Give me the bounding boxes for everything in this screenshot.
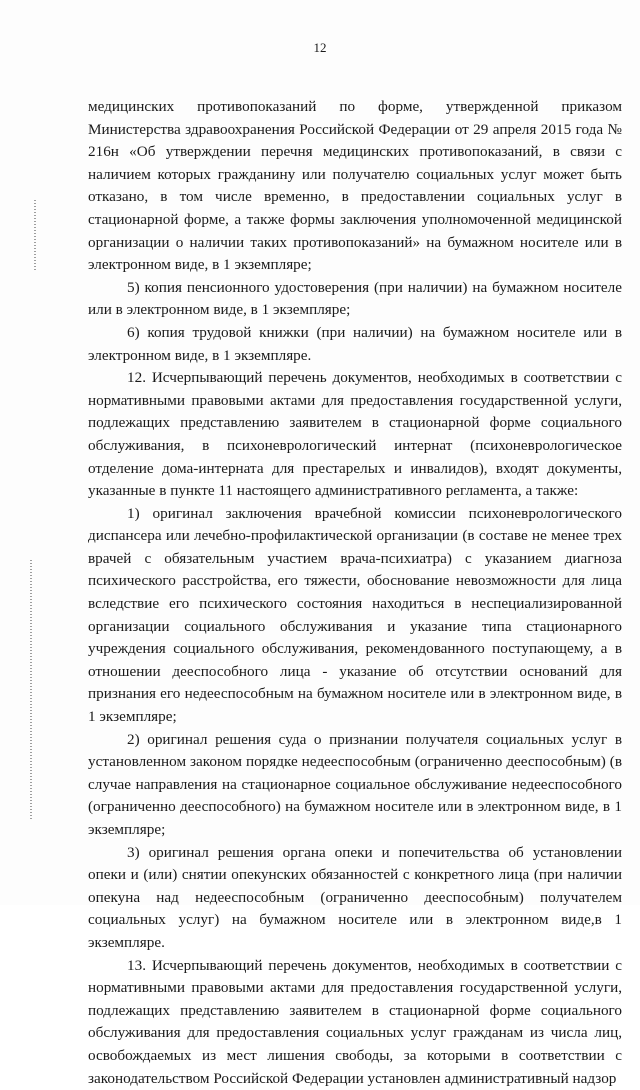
paragraph-item-5: 5) копия пенсионного удостоверения (при наличии) на бумажном носителе или в электронном виде, в 1 экземпляре; [88, 278, 622, 319]
document-body [88, 96, 622, 1090]
paragraph-clause-12-item-3: 3) оригинал решения органа опеки и попечительства об установлении опеки и (или) снятии опекунских обязанностей с конкретного лица (при наличии опекуна над недееспособным (ограниченно дееспособным) получателем социальных услуг) на бумажном носителе или в электронном виде,в 1 экземпляре. [88, 843, 622, 951]
paragraph-continuation: медицинских противопоказаний по форме, утвержденной приказом Министерства здравоохранения Российской Федерации от 29 апреля 2015 года № 216н «Об утверждении перечня медицинских противопоказаний, в связи с наличием которых гражданину или получателю социальных услуг может быть отказано, в том числе временно, в предоставлении социальных услуг в стационарной форме, а также формы заключения уполномоченной медицинской организации о наличии таких противопоказаний» на бумажном носителе или в электронном виде, в 1 экземпляре; [88, 98, 622, 274]
paragraph-clause-12-item-1: 1) оригинал заключения врачебной комиссии психоневрологического диспансера или лечебно-профилактической организации (в составе не менее трех врачей с обязательным участием врача-психиатра) с указанием диагноза психического расстройства, его тяжести, обоснование невозможности для лица вследствие его психического состояния находиться в неспециализированной организации социального обслуживания и указание типа стационарного учреждения социального обслуживания, рекомендованного поступающему, а в отношении дееспособного лица - указание об отсутствии оснований для признания его недееспособным на бумажном носителе или в электронном виде, в 1 экземпляре; [88, 504, 622, 726]
paragraph-clause-13: 13. Исчерпывающий перечень документов, необходимых в соответствии с нормативными правовыми актами для предоставления государственной услуги, подлежащих представлению заявителем в стационарной форме социального обслуживания для предоставления социальных услуг гражданам из числа лиц, освобождаемых из мест лишения свободы, за которыми в соответствии с законодательством Российской Федерации установлен административный надзор [88, 956, 622, 1087]
paragraph-clause-12: 12. Исчерпывающий перечень документов, необходимых в соответствии с нормативными правовыми актами для предоставления государственной услуги, подлежащих представлению заявителем в стационарной форме социального обслуживания, в психоневрологический интернат (психоневрологическое отделение дома-интерната для престарелых и инвалидов), входят документы, указанные в пункте 11 настоящего административного регламента, а также: [88, 369, 622, 500]
page-number: 12 [313, 40, 327, 55]
paragraph-clause-12-item-2: 2) оригинал решения суда о признании получателя социальных услуг в установленном законом порядке недееспособным (ограниченно дееспособным) (в случае направления на стационарное социальное обслуживание недееспособного (ограниченно дееспособного) на бумажном носителе или в электронном виде, в 1 экземпляре; [88, 730, 622, 838]
margin-scan-mark [34, 200, 36, 270]
margin-scan-mark [30, 560, 32, 820]
paragraph-item-6: 6) копия трудовой книжки (при наличии) на бумажном носителе или в электронном виде, в 1 экземпляре. [88, 323, 622, 364]
